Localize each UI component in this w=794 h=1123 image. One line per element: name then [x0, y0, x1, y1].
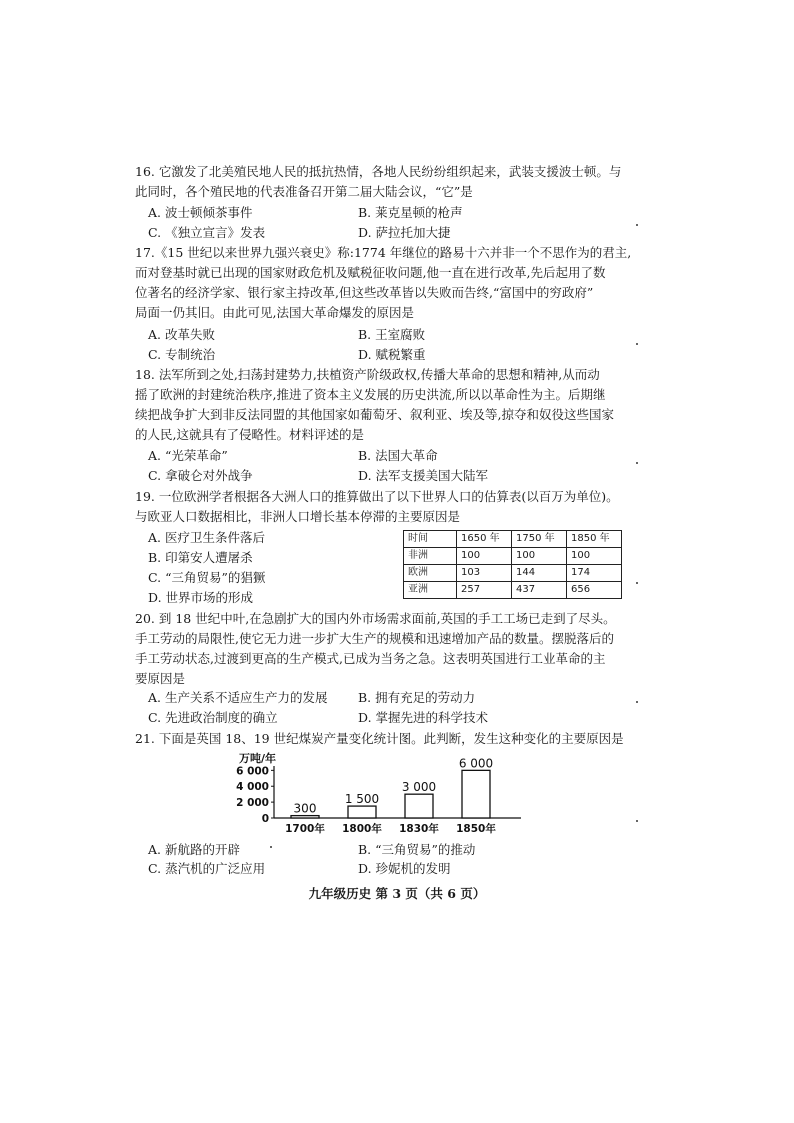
q21-option-b[interactable]: B. “三角贸易”的推动 [358, 842, 476, 857]
q21-option-c[interactable]: C. 蒸汽机的广泛应用 [148, 861, 266, 876]
q17-stem-line-4: 局面一仍其旧。由此可见,法国大革命爆发的原因是 [135, 305, 414, 320]
q16-option-d[interactable]: D. 萨拉托加大捷 [358, 225, 451, 240]
q16-option-b[interactable]: B. 莱克星顿的枪声 [358, 205, 463, 220]
q19-option-c[interactable]: C. “三角贸易”的猖獗 [148, 570, 266, 585]
q21-option-d[interactable]: D. 珍妮机的发明 [358, 861, 451, 876]
coal-output-bar [348, 806, 376, 818]
table-header-cell: 时间 [404, 531, 457, 548]
bar-value-label: 300 [293, 801, 317, 816]
y-tick-label: 6 000 [236, 765, 269, 778]
table-row [404, 582, 622, 599]
table-header-cell: 1650 年 [457, 531, 512, 548]
q18-stem-line-1: 18. 法军所到之处,扫荡封建势力,扶植资产阶级政权,传播大革命的思想和精神,从而动 [135, 367, 600, 382]
q18-stem-line-4: 的人民,这就具有了侵略性。材料评述的是 [135, 427, 364, 442]
table-row [404, 565, 622, 582]
table-header-row [404, 531, 622, 548]
bar-value-label: 1 500 [344, 792, 380, 807]
q18-option-a[interactable]: A. “光荣革命” [148, 448, 228, 463]
y-axis-label: 万吨/年 [239, 752, 277, 765]
q16-stem-line-2: 此同时，各个殖民地的代表准备召开第二届大陆会议，“它”是 [135, 184, 473, 199]
scan-speck [636, 701, 638, 703]
q20-option-c[interactable]: C. 先进政治制度的确立 [148, 710, 278, 725]
coal-output-bar [462, 770, 490, 818]
q20-option-b[interactable]: B. 拥有充足的劳动力 [358, 690, 476, 705]
x-category-label: 1850年 [456, 823, 496, 835]
q20-stem-line-3: 手工劳动状态,过渡到更高的生产模式,已成为当务之急。这表明英国进行工业革命的主 [135, 651, 606, 666]
x-category-label: 1830年 [399, 823, 439, 835]
q17-option-d[interactable]: D. 赋税繁重 [358, 347, 426, 362]
bar-value-label: 6 000 [458, 756, 494, 771]
q19-option-d[interactable]: D. 世界市场的形成 [148, 590, 254, 605]
population-table [403, 530, 622, 599]
q21-option-a[interactable]: A. 新航路的开辟 [148, 842, 240, 857]
y-tick-label: 2 000 [236, 797, 269, 810]
q19-stem-line-1: 19. 一位欧洲学者根据各大洲人口的推算做出了以下世界人口的估算表(以百万为单位)。 [135, 489, 619, 504]
q19-option-a[interactable]: A. 医疗卫生条件落后 [148, 530, 265, 545]
table-cell: 257 [457, 582, 512, 599]
table-row [404, 548, 622, 565]
q20-stem-line-4: 要原因是 [135, 671, 186, 686]
q17-stem-line-2: 而对登基时就已出现的国家财政危机及赋税征收问题,他一直在进行改革,先后起用了数 [135, 265, 606, 280]
scan-speck [636, 462, 638, 464]
table-header-cell: 1750 年 [512, 531, 567, 548]
y-tick-label: 0 [261, 813, 269, 825]
table-cell: 174 [567, 565, 622, 582]
table-cell: 437 [512, 582, 567, 599]
q17-option-b[interactable]: B. 王室腐败 [358, 327, 426, 342]
q19-option-b[interactable]: B. 印第安人遭屠杀 [148, 550, 253, 565]
q21-stem: 21. 下面是英国 18、19 世纪煤炭产量变化统计图。此判断，发生这种变化的主要原因是 [135, 731, 624, 746]
coal-output-bar [291, 816, 319, 818]
coal-output-chart [225, 748, 525, 838]
q18-option-b[interactable]: B. 法国大革命 [358, 448, 438, 463]
q17-option-a[interactable]: A. 改革失败 [148, 327, 215, 342]
table-header-cell: 1850 年 [567, 531, 622, 548]
q16-stem-line-1: 16. 它激发了北美殖民地人民的抵抗热情，各地人民纷纷组织起来，武装支援波士顿。与 [135, 164, 622, 179]
q17-stem-line-3: 位著名的经济学家、银行家主持改革,但这些改革皆以失败而告终,“富国中的穷政府” [135, 285, 594, 300]
coal-output-bar [405, 794, 433, 818]
q20-stem-line-2: 手工劳动的局限性,使它无力进一步扩大生产的规模和迅速增加产品的数量。摆脱落后的 [135, 631, 614, 646]
scan-speck [270, 846, 272, 848]
bar-value-label: 3 000 [401, 780, 437, 795]
x-category-label: 1700年 [285, 823, 325, 835]
q18-stem-line-3: 续把战争扩大到非反法同盟的其他国家如葡萄牙、叙利亚、埃及等,掠夺和奴役这些国家 [135, 407, 614, 422]
scan-speck [636, 343, 638, 345]
table-cell: 亚洲 [404, 582, 457, 599]
q20-stem-line-1: 20. 到 18 世纪中叶,在急剧扩大的国内外市场需求面前,英国的手工工场已走到了尽头。 [135, 611, 616, 626]
x-category-label: 1800年 [342, 823, 382, 835]
table-cell: 100 [567, 548, 622, 565]
table-cell: 103 [457, 565, 512, 582]
table-cell: 欧洲 [404, 565, 457, 582]
q20-option-a[interactable]: A. 生产关系不适应生产力的发展 [148, 690, 328, 705]
scan-speck [636, 582, 638, 584]
scan-speck [636, 820, 638, 822]
q19-stem-line-2: 与欧亚人口数据相比，非洲人口增长基本停滞的主要原因是 [135, 509, 461, 524]
page-footer: 九年级历史 第 3 页（共 6 页） [308, 886, 486, 901]
q20-option-d[interactable]: D. 掌握先进的科学技术 [358, 710, 489, 725]
table-cell: 非洲 [404, 548, 457, 565]
table-cell: 100 [457, 548, 512, 565]
y-tick-label: 4 000 [236, 781, 269, 794]
q18-option-d[interactable]: D. 法军支援美国大陆军 [358, 468, 489, 483]
q16-option-a[interactable]: A. 波士顿倾茶事件 [148, 205, 253, 220]
q17-option-c[interactable]: C. 专制统治 [148, 347, 216, 362]
scan-speck [636, 224, 638, 226]
table-cell: 656 [567, 582, 622, 599]
q18-stem-line-2: 摇了欧洲的封建统治秩序,推进了资本主义发展的历史洪流,所以以革命性为主。后期继 [135, 387, 606, 402]
q18-option-c[interactable]: C. 拿破仑对外战争 [148, 468, 253, 483]
table-cell: 100 [512, 548, 567, 565]
table-cell: 144 [512, 565, 567, 582]
q16-option-c[interactable]: C. 《独立宣言》发表 [148, 225, 266, 240]
q17-stem-line-1: 17.《15 世纪以来世界九强兴衰史》称:1774 年继位的路易十六并非一个不思作为的君主, [135, 245, 632, 260]
